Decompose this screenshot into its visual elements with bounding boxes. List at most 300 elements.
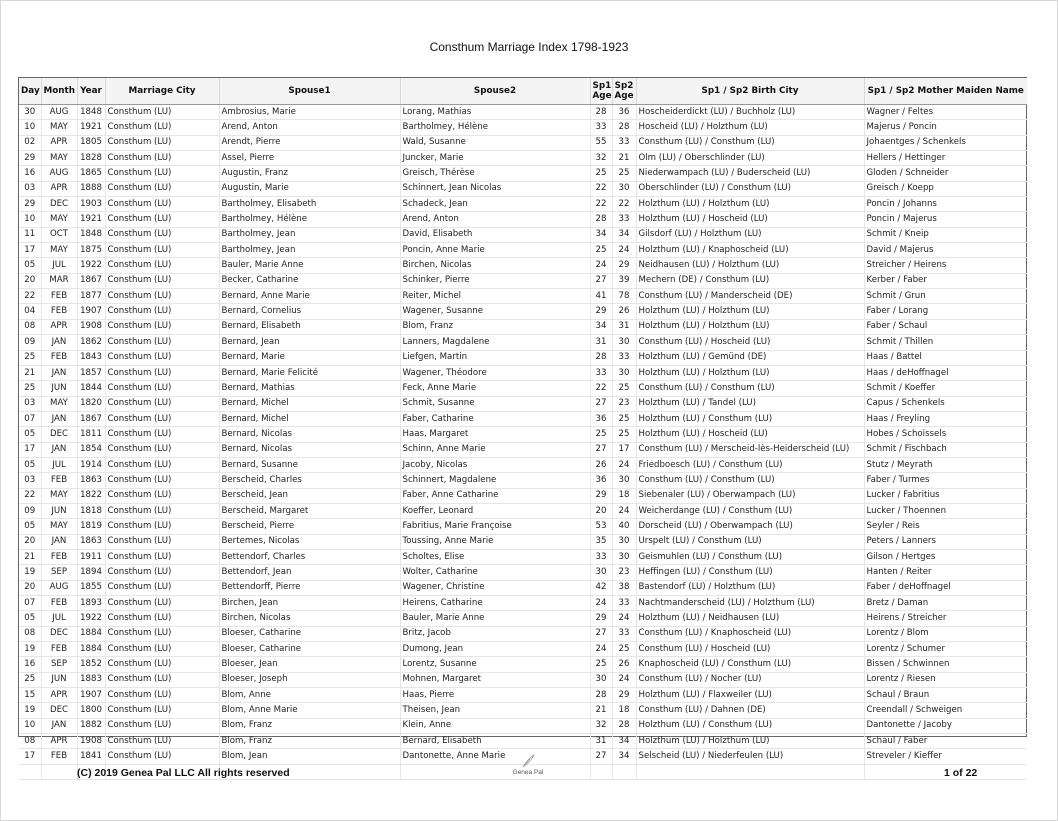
cell-spouse1: Bloeser, Jean	[219, 657, 400, 672]
cell-day: 19	[19, 703, 41, 718]
empty-cell	[612, 764, 636, 779]
cell-sp1-age: 36	[590, 411, 612, 426]
cell-birth-city: Weicherdange (LU) / Consthum (LU)	[636, 503, 864, 518]
table-row	[19, 734, 1027, 749]
cell-spouse2: Reiter, Michel	[400, 289, 590, 304]
cell-spouse2: Lorang, Mathias	[400, 105, 590, 120]
cell-sp1-age: 35	[590, 534, 612, 549]
cell-birth-city: Holzthum (LU) / Neidhausen (LU)	[636, 611, 864, 626]
cell-sp2-age: 33	[612, 212, 636, 227]
cell-spouse1: Bernard, Jean	[219, 335, 400, 350]
cell-year: 1888	[77, 181, 105, 196]
cell-sp2-age: 28	[612, 120, 636, 135]
cell-sp1-age: 28	[590, 105, 612, 120]
cell-sp2-age: 25	[612, 411, 636, 426]
cell-spouse1: Bernard, Marie	[219, 350, 400, 365]
cell-sp1-age: 41	[590, 289, 612, 304]
cell-sp1-age: 21	[590, 703, 612, 718]
cell-spouse2: Wolter, Catharine	[400, 565, 590, 580]
cell-mother-maiden-name: Schmit / Kneip	[864, 227, 1027, 242]
cell-mother-maiden-name: Schaul / Braun	[864, 688, 1027, 703]
cell-mother-maiden-name: Seyler / Reis	[864, 519, 1027, 534]
cell-spouse1: Bettendorff, Pierre	[219, 580, 400, 595]
cell-year: 1907	[77, 304, 105, 319]
table-row	[19, 534, 1027, 549]
cell-month: AUG	[41, 105, 77, 120]
cell-day: 16	[19, 657, 41, 672]
cell-birth-city: Nachtmanderscheid (LU) / Holzthum (LU)	[636, 596, 864, 611]
cell-marriage-city: Consthum (LU)	[105, 350, 219, 365]
cell-month: JAN	[41, 718, 77, 733]
cell-sp1-age: 32	[590, 718, 612, 733]
cell-sp1-age: 55	[590, 135, 612, 150]
cell-mother-maiden-name: Streicher / Heirens	[864, 258, 1027, 273]
cell-birth-city: Holzthum (LU) / Gemünd (DE)	[636, 350, 864, 365]
cell-mother-maiden-name: Schmit / Fischbach	[864, 442, 1027, 457]
cell-day: 02	[19, 135, 41, 150]
cell-sp2-age: 18	[612, 703, 636, 718]
cell-mother-maiden-name: Wagner / Feltes	[864, 105, 1027, 120]
cell-year: 1911	[77, 549, 105, 564]
cell-day: 07	[19, 411, 41, 426]
cell-year: 1863	[77, 534, 105, 549]
cell-spouse2: Schmit, Susanne	[400, 396, 590, 411]
cell-sp2-age: 30	[612, 473, 636, 488]
cell-marriage-city: Consthum (LU)	[105, 151, 219, 166]
cell-sp1-age: 29	[590, 304, 612, 319]
cell-day: 10	[19, 718, 41, 733]
cell-spouse1: Assel, Pierre	[219, 151, 400, 166]
cell-day: 17	[19, 243, 41, 258]
cell-spouse2: Wagener, Christine	[400, 580, 590, 595]
cell-day: 21	[19, 549, 41, 564]
cell-spouse1: Berscheid, Margaret	[219, 503, 400, 518]
cell-birth-city: Bastendorf (LU) / Holzthum (LU)	[636, 580, 864, 595]
cell-sp2-age: 34	[612, 749, 636, 764]
col-header-sp1-age: Sp1 Age	[590, 78, 612, 105]
cell-mother-maiden-name: Lorentz / Blom	[864, 626, 1027, 641]
cell-year: 1908	[77, 319, 105, 334]
cell-sp1-age: 32	[590, 151, 612, 166]
cell-year: 1865	[77, 166, 105, 181]
empty-cell	[400, 764, 590, 779]
cell-birth-city: Dorscheid (LU) / Oberwampach (LU)	[636, 519, 864, 534]
cell-sp1-age: 25	[590, 427, 612, 442]
empty-cell	[19, 764, 41, 779]
cell-sp2-age: 24	[612, 672, 636, 687]
table-row	[19, 519, 1027, 534]
cell-sp1-age: 31	[590, 734, 612, 749]
cell-sp2-age: 23	[612, 565, 636, 580]
cell-spouse2: Schinnert, Jean Nicolas	[400, 181, 590, 196]
cell-day: 25	[19, 672, 41, 687]
cell-marriage-city: Consthum (LU)	[105, 549, 219, 564]
cell-spouse2: Mohnen, Margaret	[400, 672, 590, 687]
cell-spouse1: Ambrosius, Marie	[219, 105, 400, 120]
cell-marriage-city: Consthum (LU)	[105, 227, 219, 242]
cell-spouse1: Bernard, Susanne	[219, 457, 400, 472]
cell-spouse2: Greisch, Thérèse	[400, 166, 590, 181]
cell-spouse1: Berscheid, Pierre	[219, 519, 400, 534]
cell-spouse1: Blom, Franz	[219, 734, 400, 749]
cell-spouse2: Poncin, Anne Marie	[400, 243, 590, 258]
cell-month: DEC	[41, 703, 77, 718]
cell-year: 1908	[77, 734, 105, 749]
cell-year: 1922	[77, 611, 105, 626]
cell-mother-maiden-name: Poncin / Majerus	[864, 212, 1027, 227]
cell-birth-city: Holzthum (LU) / Holzthum (LU)	[636, 365, 864, 380]
empty-cell	[636, 764, 864, 779]
cell-marriage-city: Consthum (LU)	[105, 442, 219, 457]
cell-sp1-age: 29	[590, 611, 612, 626]
cell-year: 1820	[77, 396, 105, 411]
cell-year: 1922	[77, 258, 105, 273]
cell-birth-city: Holzthum (LU) / Holzthum (LU)	[636, 319, 864, 334]
cell-spouse1: Bloeser, Joseph	[219, 672, 400, 687]
table-row	[19, 227, 1027, 242]
cell-day: 25	[19, 350, 41, 365]
cell-month: JAN	[41, 442, 77, 457]
cell-birth-city: Consthum (LU) / Manderscheid (DE)	[636, 289, 864, 304]
cell-marriage-city: Consthum (LU)	[105, 181, 219, 196]
cell-year: 1867	[77, 411, 105, 426]
cell-mother-maiden-name: Faber / Schaul	[864, 319, 1027, 334]
cell-sp1-age: 42	[590, 580, 612, 595]
cell-sp1-age: 26	[590, 457, 612, 472]
cell-marriage-city: Consthum (LU)	[105, 212, 219, 227]
cell-month: FEB	[41, 473, 77, 488]
cell-year: 1848	[77, 105, 105, 120]
cell-marriage-city: Consthum (LU)	[105, 672, 219, 687]
page-number: 1 of 22	[944, 767, 978, 779]
cell-year: 1921	[77, 120, 105, 135]
cell-birth-city: Knaphoscheid (LU) / Consthum (LU)	[636, 657, 864, 672]
feather-icon	[520, 754, 536, 768]
cell-sp1-age: 27	[590, 626, 612, 641]
cell-marriage-city: Consthum (LU)	[105, 611, 219, 626]
cell-sp1-age: 27	[590, 749, 612, 764]
cell-birth-city: Holzthum (LU) / Holzthum (LU)	[636, 197, 864, 212]
cell-marriage-city: Consthum (LU)	[105, 427, 219, 442]
cell-year: 1854	[77, 442, 105, 457]
cell-sp2-age: 18	[612, 488, 636, 503]
cell-marriage-city: Consthum (LU)	[105, 166, 219, 181]
cell-birth-city: Neidhausen (LU) / Holzthum (LU)	[636, 258, 864, 273]
cell-spouse2: Wagener, Susanne	[400, 304, 590, 319]
cell-spouse1: Augustin, Marie	[219, 181, 400, 196]
cell-birth-city: Selscheid (LU) / Niederfeulen (LU)	[636, 749, 864, 764]
cell-marriage-city: Consthum (LU)	[105, 626, 219, 641]
cell-spouse2: Haas, Pierre	[400, 688, 590, 703]
cell-spouse2: Liefgen, Martin	[400, 350, 590, 365]
cell-sp2-age: 34	[612, 734, 636, 749]
cell-sp2-age: 30	[612, 534, 636, 549]
cell-marriage-city: Consthum (LU)	[105, 703, 219, 718]
cell-sp2-age: 17	[612, 442, 636, 457]
cell-mother-maiden-name: Haas / deHoffnagel	[864, 365, 1027, 380]
col-header-month: Month	[41, 78, 77, 105]
cell-birth-city: Geismuhlen (LU) / Consthum (LU)	[636, 549, 864, 564]
table-row	[19, 427, 1027, 442]
cell-mother-maiden-name: Greisch / Koepp	[864, 181, 1027, 196]
cell-month: APR	[41, 688, 77, 703]
cell-year: 1884	[77, 626, 105, 641]
cell-day: 08	[19, 734, 41, 749]
cell-birth-city: Hoscheid (LU) / Holzthum (LU)	[636, 120, 864, 135]
cell-mother-maiden-name: Faber / Lorang	[864, 304, 1027, 319]
cell-day: 04	[19, 304, 41, 319]
cell-spouse2: Schinker, Pierre	[400, 273, 590, 288]
table-row	[19, 718, 1027, 733]
cell-spouse1: Blom, Jean	[219, 749, 400, 764]
cell-spouse2: Theisen, Jean	[400, 703, 590, 718]
cell-birth-city: Holzthum (LU) / Consthum (LU)	[636, 411, 864, 426]
cell-birth-city: Consthum (LU) / Hoscheid (LU)	[636, 335, 864, 350]
cell-month: JUL	[41, 258, 77, 273]
cell-year: 1875	[77, 243, 105, 258]
cell-marriage-city: Consthum (LU)	[105, 258, 219, 273]
table-row	[19, 197, 1027, 212]
cell-birth-city: Consthum (LU) / Consthum (LU)	[636, 381, 864, 396]
cell-sp1-age: 34	[590, 227, 612, 242]
cell-mother-maiden-name: Haas / Freyling	[864, 411, 1027, 426]
cell-year: 1844	[77, 381, 105, 396]
cell-spouse2: Lanners, Magdalene	[400, 335, 590, 350]
cell-month: FEB	[41, 289, 77, 304]
table-row	[19, 120, 1027, 135]
cell-birth-city: Consthum (LU) / Nocher (LU)	[636, 672, 864, 687]
cell-year: 1921	[77, 212, 105, 227]
cell-spouse2: Blom, Franz	[400, 319, 590, 334]
cell-year: 1862	[77, 335, 105, 350]
cell-spouse1: Bettendorf, Charles	[219, 549, 400, 564]
table-row	[19, 703, 1027, 718]
table-row	[19, 457, 1027, 472]
table-row	[19, 672, 1027, 687]
table-row	[19, 365, 1027, 380]
col-header-year: Year	[77, 78, 105, 105]
cell-sp2-age: 30	[612, 549, 636, 564]
cell-sp2-age: 24	[612, 503, 636, 518]
cell-spouse2: Heirens, Catharine	[400, 596, 590, 611]
table-row	[19, 335, 1027, 350]
cell-marriage-city: Consthum (LU)	[105, 304, 219, 319]
cell-sp1-age: 24	[590, 642, 612, 657]
cell-month: AUG	[41, 166, 77, 181]
cell-mother-maiden-name: Kerber / Faber	[864, 273, 1027, 288]
cell-sp1-age: 24	[590, 596, 612, 611]
cell-month: DEC	[41, 626, 77, 641]
cell-mother-maiden-name: Hellers / Hettinger	[864, 151, 1027, 166]
cell-sp2-age: 26	[612, 657, 636, 672]
table-row	[19, 549, 1027, 564]
col-header-sp2-age: Sp2 Age	[612, 78, 636, 105]
cell-spouse1: Bartholmey, Jean	[219, 243, 400, 258]
cell-spouse1: Berscheid, Jean	[219, 488, 400, 503]
table-row	[19, 181, 1027, 196]
table-row	[19, 688, 1027, 703]
cell-year: 1822	[77, 488, 105, 503]
table-row	[19, 411, 1027, 426]
cell-sp1-age: 36	[590, 473, 612, 488]
cell-sp2-age: 39	[612, 273, 636, 288]
col-header-spouse2: Spouse2	[400, 78, 590, 105]
table-row	[19, 258, 1027, 273]
cell-sp2-age: 31	[612, 319, 636, 334]
cell-birth-city: Hoscheiderdickt (LU) / Buchholz (LU)	[636, 105, 864, 120]
cell-sp1-age: 25	[590, 166, 612, 181]
cell-year: 1855	[77, 580, 105, 595]
cell-spouse1: Birchen, Nicolas	[219, 611, 400, 626]
cell-year: 1843	[77, 350, 105, 365]
cell-mother-maiden-name: Capus / Schenkels	[864, 396, 1027, 411]
cell-month: MAY	[41, 488, 77, 503]
cell-month: SEP	[41, 565, 77, 580]
cell-birth-city: Mechern (DE) / Consthum (LU)	[636, 273, 864, 288]
cell-sp2-age: 26	[612, 304, 636, 319]
cell-marriage-city: Consthum (LU)	[105, 657, 219, 672]
cell-month: OCT	[41, 227, 77, 242]
cell-sp1-age: 33	[590, 365, 612, 380]
table-row	[19, 135, 1027, 150]
cell-sp1-age: 24	[590, 258, 612, 273]
cell-sp1-age: 27	[590, 442, 612, 457]
empty-cell	[41, 764, 77, 779]
cell-day: 30	[19, 105, 41, 120]
cell-birth-city: Consthum (LU) / Dahnen (DE)	[636, 703, 864, 718]
cell-sp2-age: 29	[612, 688, 636, 703]
cell-sp1-age: 25	[590, 657, 612, 672]
cell-year: 1907	[77, 688, 105, 703]
table-row	[19, 442, 1027, 457]
cell-marriage-city: Consthum (LU)	[105, 519, 219, 534]
table-row	[19, 642, 1027, 657]
table-row	[19, 212, 1027, 227]
cell-day: 29	[19, 151, 41, 166]
cell-mother-maiden-name: Haas / Battel	[864, 350, 1027, 365]
cell-day: 22	[19, 289, 41, 304]
cell-spouse2: Arend, Anton	[400, 212, 590, 227]
cell-marriage-city: Consthum (LU)	[105, 197, 219, 212]
cell-marriage-city: Consthum (LU)	[105, 120, 219, 135]
marriage-index-table	[18, 77, 1027, 762]
cell-day: 11	[19, 227, 41, 242]
cell-marriage-city: Consthum (LU)	[105, 642, 219, 657]
cell-year: 1800	[77, 703, 105, 718]
cell-marriage-city: Consthum (LU)	[105, 411, 219, 426]
table-header-row	[19, 78, 1027, 105]
cell-sp2-age: 25	[612, 381, 636, 396]
cell-mother-maiden-name: Faber / Turmes	[864, 473, 1027, 488]
cell-spouse2: David, Elisabeth	[400, 227, 590, 242]
cell-sp1-age: 31	[590, 335, 612, 350]
cell-month: JAN	[41, 534, 77, 549]
cell-spouse1: Becker, Catharine	[219, 273, 400, 288]
cell-month: JAN	[41, 335, 77, 350]
cell-month: FEB	[41, 350, 77, 365]
cell-birth-city: Niederwampach (LU) / Buderscheid (LU)	[636, 166, 864, 181]
genea-pal-logo	[500, 754, 556, 776]
logo-text: Genea Pal	[512, 769, 544, 776]
cell-sp1-age: 27	[590, 396, 612, 411]
cell-spouse1: Bernard, Nicolas	[219, 427, 400, 442]
cell-spouse2: Schinnert, Magdalene	[400, 473, 590, 488]
table-row	[19, 304, 1027, 319]
cell-day: 03	[19, 181, 41, 196]
cell-year: 1818	[77, 503, 105, 518]
cell-spouse2: Klein, Anne	[400, 718, 590, 733]
cell-sp2-age: 29	[612, 258, 636, 273]
cell-marriage-city: Consthum (LU)	[105, 580, 219, 595]
cell-month: JUL	[41, 611, 77, 626]
cell-birth-city: Holzthum (LU) / Hoscheid (LU)	[636, 212, 864, 227]
cell-sp2-age: 24	[612, 457, 636, 472]
cell-birth-city: Gilsdorf (LU) / Holzthum (LU)	[636, 227, 864, 242]
cell-sp1-age: 33	[590, 120, 612, 135]
cell-year: 1828	[77, 151, 105, 166]
cell-sp1-age: 28	[590, 350, 612, 365]
cell-marriage-city: Consthum (LU)	[105, 749, 219, 764]
cell-marriage-city: Consthum (LU)	[105, 718, 219, 733]
cell-spouse2: Britz, Jacob	[400, 626, 590, 641]
table-row	[19, 166, 1027, 181]
cell-spouse1: Bloeser, Catharine	[219, 642, 400, 657]
cell-month: AUG	[41, 580, 77, 595]
cell-day: 05	[19, 258, 41, 273]
cell-spouse1: Bernard, Michel	[219, 411, 400, 426]
col-header-day: Day	[19, 78, 41, 105]
table-row	[19, 488, 1027, 503]
cell-marriage-city: Consthum (LU)	[105, 105, 219, 120]
cell-day: 09	[19, 335, 41, 350]
cell-birth-city: Consthum (LU) / Hoscheid (LU)	[636, 642, 864, 657]
cell-marriage-city: Consthum (LU)	[105, 381, 219, 396]
cell-month: JUL	[41, 457, 77, 472]
cell-spouse1: Arendt, Pierre	[219, 135, 400, 150]
cell-mother-maiden-name: Hobes / Schoissels	[864, 427, 1027, 442]
cell-year: 1877	[77, 289, 105, 304]
cell-year: 1819	[77, 519, 105, 534]
cell-spouse1: Bernard, Cornelius	[219, 304, 400, 319]
cell-spouse2: Wagener, Théodore	[400, 365, 590, 380]
cell-day: 21	[19, 365, 41, 380]
cell-day: 22	[19, 488, 41, 503]
cell-sp1-age: 34	[590, 319, 612, 334]
cell-sp1-age: 28	[590, 212, 612, 227]
table-row	[19, 503, 1027, 518]
cell-sp2-age: 40	[612, 519, 636, 534]
cell-year: 1811	[77, 427, 105, 442]
cell-sp2-age: 28	[612, 718, 636, 733]
cell-sp1-age: 22	[590, 181, 612, 196]
cell-day: 16	[19, 166, 41, 181]
cell-mother-maiden-name: Streveler / Kieffer	[864, 749, 1027, 764]
cell-day: 08	[19, 319, 41, 334]
cell-mother-maiden-name: Schmit / Thillen	[864, 335, 1027, 350]
cell-spouse1: Blom, Franz	[219, 718, 400, 733]
table-body	[19, 105, 1027, 780]
cell-year: 1882	[77, 718, 105, 733]
cell-day: 20	[19, 273, 41, 288]
cell-mother-maiden-name: Creendall / Schweigen	[864, 703, 1027, 718]
cell-mother-maiden-name: Schaul / Faber	[864, 734, 1027, 749]
cell-spouse1: Birchen, Jean	[219, 596, 400, 611]
cell-sp2-age: 36	[612, 105, 636, 120]
cell-sp2-age: 78	[612, 289, 636, 304]
cell-mother-maiden-name: Lorentz / Riesen	[864, 672, 1027, 687]
cell-day: 19	[19, 642, 41, 657]
table-row	[19, 350, 1027, 365]
